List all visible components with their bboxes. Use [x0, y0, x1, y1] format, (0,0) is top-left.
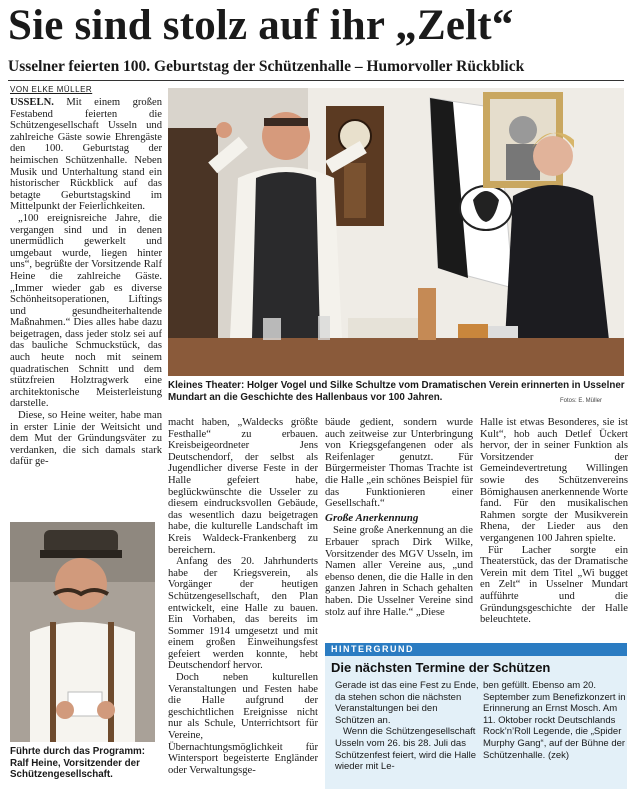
header-rule	[8, 80, 624, 81]
paragraph: Für Lacher sorgte ein Theaterstück, das der Dramatische Verein mit dem Titel „Wi bugget en Zelt“ in Usselner Mundart aufführte und die Gründungsgeschichte der Halle beleuchtete.	[480, 544, 628, 626]
portrait-photo-caption: Führte durch das Programm: Ralf Heine, Vorsitzender der Schützengesellschaft.	[10, 746, 145, 780]
paragraph	[10, 97, 162, 213]
paragraph-text: Mit einem großen Festabend feierten die Schützengesellschaft Usseln und zahlreiche Gäste sowie Ehrengäste den 100. Geburtstag der heimischen Schützenhalle. Neben Musik und Unterhaltung stand ein historischer Rückblick auf das betagte Geburtstagskind im Mittelpunkt der Feierlichkeiten.	[10, 97, 162, 213]
subheading: Große Anerkennung	[325, 511, 419, 524]
paragraph: Halle ist etwas Besonderes, sie ist Kult“, hob auch Detlef Ückert hervor, der in seiner Funktion als Vorsitzender der Gemeindevertretung Willingen sowie des Schützenvereins Bömighausen anerkennende Worte fand. Für den musikalischen Rahmen sorgte der Musikverein Rhena, der Lieder aus den vergangenen 100 Jahren spielte.	[480, 417, 628, 544]
paragraph: Anfang des 20. Jahrhunderts habe der Kriegsverein, als Vorgänger der heutigen Schützengesellschaft, den Plan entwickelt, eine Halle zu bauen. Ein Vorhaben, das bereits im Sommer 1914 umgesetzt und mit einem großen Einweihungsfest gefeiert werden konnte, hebt Deutschendorf hervor.	[168, 556, 318, 672]
paragraph: macht haben, „Waldecks größte Festhalle“ zu erbauen. Kreisbeigeordneter Jens Deutschendorf, der selbst als Jugendlicher diverse Feste in der Halle gefeiert habe, beglückwünschte die Usseler zu diesem eindrucksvollen Gebäude, das wesentlich dazu beigetragen habe, die kulturelle Landschaft im Kreis Waldeck-Frankenberg zu bereichern.	[168, 417, 318, 556]
author-byline: VON ELKE MÜLLER	[10, 85, 93, 94]
article-column-4	[480, 417, 628, 639]
paragraph: „100 ereignisreiche Jahre, die vergangen sind und in denen unermüdlich gewerkelt und umgebaut wurde, liegen hinter uns“, begrüßte der Vorsitzende Ralf Heine die zahlreiche Gäste. „Immer wieder gab es diverse Schönheitsoperationen, Liftings und gesundheiterhaltende Maßnahmen.“ Dies alles habe dazu beigetragen, dass jeder stolz sei auf das bauliche Schmuckstück, das auch heute noch mit seinem quadratischen Schnitt und dem stützfreien Holztragwerk eine architektonische Meisterleistung darstelle.	[10, 212, 162, 410]
article-column-1	[10, 97, 162, 517]
paragraph: Doch neben kulturellen Veranstaltungen und Festen habe die Halle aufgrund der geschichtlichen Ereignisse nicht nur als Schule, Unterrichtsort für Vereine, Übernachtungsmöglichkeit für Wintersport begeisterte Engländer oder Verwaltungsge-	[168, 672, 318, 776]
headline: Sie sind stolz auf ihr „Zelt“	[8, 2, 514, 49]
main-photo-caption: Kleines Theater: Holger Vogel und Silke Schultze vom Dramatischen Verein erinnerten in Usselner Mundart an die Geschichte des Hallenbaus vor 100 Jahren.	[168, 380, 625, 403]
background-box-column-2	[483, 680, 627, 761]
portrait-illustration	[10, 522, 155, 742]
paragraph: Wenn die Schützengesellschaft Usseln vom 26. bis 28. Juli das Schützenfest feiert, wird die Halle wieder mit Le-	[335, 726, 476, 773]
background-box-label: HINTERGRUND	[325, 643, 627, 656]
photo-credit: Fotos: E. Müller	[560, 398, 603, 404]
article-column-2	[168, 417, 318, 789]
paragraph: bäude gedient, sondern wurde auch zeitweise zur Unterbringung von Kriegsgefangenen oder als Reifenlager genutzt. Für Bürgermeister Thomas Trachte ist die Halle „ein schönes Beispiel für das Funktionieren einer Gesellschaft.“	[325, 417, 473, 510]
paragraph: Seine große Anerkennung an die Erbauer sprach Dirk Wilke, Vorsitzender des MGV Usseln, im Namen aller Vereine aus, „und ebenso denen, die die Halle in den ganzen Jahren in Schach gehalten haben. Die Usselner Vereine sind stolz auf ihre Halle.“ „Diese	[325, 525, 473, 618]
background-info-box	[325, 643, 627, 789]
dateline: USSELN.	[10, 97, 54, 108]
paragraph: Gerade ist das eine Fest zu Ende, da stehen schon die nächsten Veranstaltungen bei den Schützen an.	[335, 680, 479, 726]
theater-photo	[168, 88, 624, 376]
background-box-column-1	[335, 680, 479, 773]
paragraph: Diese, so Heine weiter, habe man in erster Linie der Weitsicht und dem Mut der Gründungsväter zu verdanken, die sich damals stark dafür ge-	[10, 410, 162, 468]
portrait-photo	[10, 522, 155, 742]
background-box-title: Die nächsten Termine der Schützen	[331, 660, 551, 675]
paragraph: ben gefüllt. Ebenso am 20. September zum Benefizkonzert in Erinnerung an Ernst Mosch. Am 11. Oktober rockt Deutschlands Rock’n’Roll Legende, die „Spider Murphy Gang“, auf der Bühne der Schützenhalle. (zek)	[483, 680, 626, 761]
article-column-3	[325, 417, 473, 639]
theater-scene-illustration	[168, 88, 624, 376]
subheadline: Usselner feierten 100. Geburtstag der Schützenhalle – Humorvoller Rückblick	[8, 58, 525, 75]
